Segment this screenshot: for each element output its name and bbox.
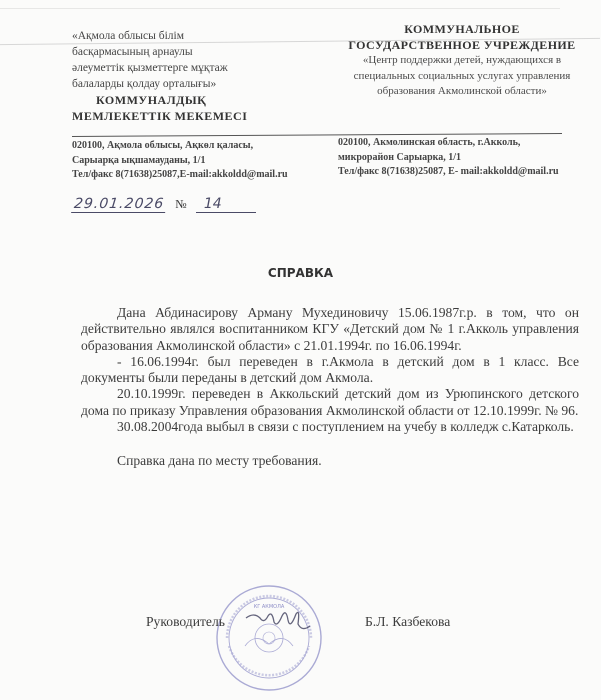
body-paragraph: 20.10.1999г. переведен в Аккольский детский дом из Урюпинского детского дома по приказу Управления образования Акмолинской области от 12.10.1999г. № 96.	[81, 386, 579, 418]
signatory-role: Руководитель	[146, 614, 225, 629]
address-line: Сарыарқа ықшамауданы, 1/1	[72, 154, 206, 166]
address-line: 020100, Акмолинская область, г.Акколь,	[338, 137, 521, 148]
signatory-name: Б.Л. Казбекова	[365, 614, 451, 629]
org-name-line: специальных социальных услугах управления	[353, 69, 571, 82]
org-name-line: «Центр поддержки детей, нуждающихся в	[362, 54, 562, 66]
registration-date: 29.01.2026	[71, 196, 167, 213]
contact-line: Тел/факс 8(71638)25087, E- mail:akkoldd@mail.ru	[338, 166, 559, 177]
address-left	[72, 139, 332, 183]
stamp-label: КГ АКМОЛА	[253, 604, 285, 610]
org-name-line: «Ақмола облысы білім	[72, 30, 184, 42]
number-sign: №	[175, 197, 187, 211]
org-type-title: КОММУНАЛЬНОЕ	[404, 22, 520, 36]
org-name-line: басқармасының арнаулы	[72, 46, 193, 58]
body-paragraph: 30.08.2004года выбыл в связи с поступлением на учебу в колледж с.Катарколь.	[117, 419, 574, 435]
org-type-title: КОММУНАЛДЫҚ	[96, 93, 207, 107]
document-body	[81, 305, 579, 470]
document-title: СПРАВКА	[267, 266, 334, 280]
closing-line: Справка дана по месту требования.	[117, 453, 322, 469]
contact-line: Тел/факс 8(71638)25087,E-mail:akkoldd@mail.ru	[72, 169, 288, 180]
org-type-title: МЕМЛЕКЕТТІК МЕКЕМЕСІ	[72, 109, 248, 123]
header-left-kazakh	[72, 28, 322, 124]
org-name-line: балаларды қолдау орталығы»	[72, 78, 217, 90]
org-name-line: әлеуметтік қызметтерге мұқтаж	[72, 62, 228, 74]
scan-artifact-line	[0, 8, 560, 9]
body-paragraph: Дана Абдинасирову Арману Мухединовичу 15.06.1987г.р. в том, что он действительно являлся воспитанником КГУ «Детский дом № 1 г.Акколь управления образования Акмолинской области» с 21.01.1994г. по 16.06.1994г.	[81, 305, 579, 353]
stamp-text-arc	[229, 646, 309, 675]
org-type-title: ГОСУДАРСТВЕННОЕ УЧРЕЖДЕНИЕ	[348, 37, 576, 52]
address-line: 020100, Ақмола облысы, Ақкөл қаласы,	[72, 140, 254, 151]
registration-number: 14	[196, 196, 256, 213]
official-stamp	[215, 584, 323, 692]
stamp-emblem-wings	[245, 638, 293, 646]
address-right	[338, 136, 598, 180]
address-line: микрорайон Сарыарка, 1/1	[338, 151, 462, 163]
handwritten-signature	[244, 606, 314, 636]
body-paragraph: - 16.06.1994г. был переведен в г.Акмола в детский дом в 1 класс. Все документы были переданы в детский дом Акмола.	[81, 353, 579, 386]
registration-line	[72, 193, 256, 215]
org-name-line: образования Акмолинской области»	[377, 85, 547, 97]
header-right-russian	[338, 22, 586, 100]
